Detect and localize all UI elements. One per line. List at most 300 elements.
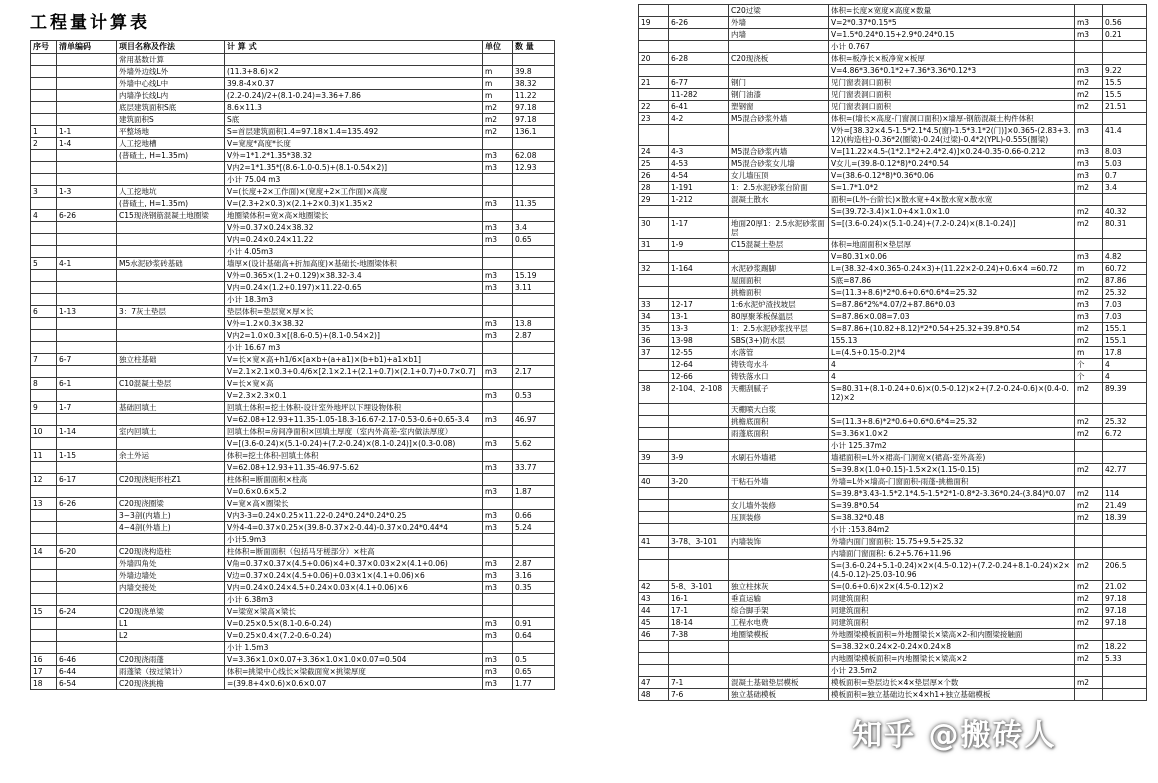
unit: m3 — [483, 365, 513, 377]
quantity: 21.02 — [1103, 581, 1147, 593]
table-row — [31, 53, 555, 65]
formula: S=[(3.6-0.24)×(5.1-0.24)+(7.2-0.24)×(8.1-0.24)] — [829, 218, 1075, 239]
unit: m3 — [483, 677, 513, 689]
quantity: 7.03 — [1103, 299, 1147, 311]
table-row — [639, 560, 1147, 581]
list-code: 1-191 — [669, 182, 729, 194]
item-name: 余土外运 — [117, 449, 225, 461]
list-code — [57, 593, 117, 605]
unit: m2 — [1075, 512, 1103, 524]
row-no — [31, 389, 57, 401]
list-code: 6-77 — [669, 77, 729, 89]
list-code — [57, 269, 117, 281]
row-no: 24 — [639, 146, 669, 158]
list-code — [57, 521, 117, 533]
table-row — [639, 41, 1147, 53]
unit: m3 — [1075, 65, 1103, 77]
row-no: 41 — [639, 536, 669, 548]
item-name: 塑钢窗 — [729, 101, 829, 113]
quantity: 4 — [1103, 359, 1147, 371]
unit — [483, 425, 513, 437]
item-name — [117, 317, 225, 329]
table-row — [31, 461, 555, 473]
item-name: 3~3剖(内墙上) — [117, 509, 225, 521]
table-row — [639, 452, 1147, 464]
table-row — [639, 146, 1147, 158]
row-no — [639, 665, 669, 677]
formula: V=梁宽×梁高×梁长 — [225, 605, 483, 617]
table-row — [639, 275, 1147, 287]
row-no: 46 — [639, 629, 669, 641]
list-code — [57, 281, 117, 293]
table-body-left — [31, 53, 555, 689]
quantity: 1.77 — [513, 677, 555, 689]
item-name: 女儿墙压顶 — [729, 170, 829, 182]
unit: m2 — [483, 101, 513, 113]
table-row — [31, 377, 555, 389]
table-row — [31, 509, 555, 521]
table-row — [31, 65, 555, 77]
unit: m2 — [1075, 323, 1103, 335]
list-code — [57, 509, 117, 521]
table-row — [31, 653, 555, 665]
item-name: 常用基数计算 — [117, 53, 225, 65]
formula: V内=0.24×0.24×11.22 — [225, 233, 483, 245]
unit: m3 — [483, 485, 513, 497]
quantity: 13.8 — [513, 317, 555, 329]
unit: m3 — [1075, 311, 1103, 323]
row-no — [31, 629, 57, 641]
list-code: 4-54 — [669, 170, 729, 182]
formula: V=1.5*0.24*0.15+2.9*0.24*0.15 — [829, 29, 1075, 41]
col-header-quantity: 数 量 — [513, 41, 555, 54]
unit: m3 — [483, 461, 513, 473]
list-code — [669, 287, 729, 299]
list-code — [669, 524, 729, 536]
quantity — [1103, 194, 1147, 206]
item-name: 挑檐面积 — [729, 287, 829, 299]
table-row — [31, 197, 555, 209]
unit: m2 — [1075, 206, 1103, 218]
formula: V=62.08+12.93+11.35-46.97-5.62 — [225, 461, 483, 473]
item-name: 干粘石外墙 — [729, 476, 829, 488]
unit: m2 — [1075, 182, 1103, 194]
row-no: 14 — [31, 545, 57, 557]
row-no — [639, 206, 669, 218]
row-no: 10 — [31, 425, 57, 437]
table-row — [31, 497, 555, 509]
table-row — [31, 281, 555, 293]
item-name: C20现浇单梁 — [117, 605, 225, 617]
unit: 个 — [1075, 371, 1103, 383]
row-no: 7 — [31, 353, 57, 365]
row-no — [639, 275, 669, 287]
row-no — [31, 89, 57, 101]
list-code — [57, 77, 117, 89]
list-code: 7-6 — [669, 689, 729, 701]
quantity — [513, 473, 555, 485]
row-no — [31, 77, 57, 89]
unit — [1075, 524, 1103, 536]
quantity: 15.5 — [1103, 89, 1147, 101]
row-no: 44 — [639, 605, 669, 617]
item-name — [117, 173, 225, 185]
quantity — [1103, 476, 1147, 488]
unit — [1075, 536, 1103, 548]
quantity — [513, 173, 555, 185]
table-row — [31, 257, 555, 269]
formula: 体积=挑梁中心线长×梁截面宽×挑梁厚度 — [225, 665, 483, 677]
formula: 8.6×11.3 — [225, 101, 483, 113]
quantity-table-left-page — [30, 40, 555, 690]
row-no — [31, 413, 57, 425]
item-name: C20现浇雨蓬 — [117, 653, 225, 665]
table-row — [31, 569, 555, 581]
quantity: 15.5 — [1103, 77, 1147, 89]
row-no — [639, 428, 669, 440]
formula: S=39.8×(1.0+0.15)-1.5×2×(1.15-0.15) — [829, 464, 1075, 476]
formula: V=2.1×2.1×0.3+0.4/6×[2.1×2.1+(2.1+0.7)×(2.1+0.7)+0.7×0.7] — [225, 365, 483, 377]
table-row — [639, 512, 1147, 524]
list-code — [57, 617, 117, 629]
table-row — [639, 500, 1147, 512]
unit: m3 — [1075, 125, 1103, 146]
quantity — [1103, 41, 1147, 53]
table-row — [639, 536, 1147, 548]
table-row — [31, 245, 555, 257]
item-name: 钢门 — [729, 77, 829, 89]
quantity: 9.22 — [1103, 65, 1147, 77]
unit: m2 — [1075, 218, 1103, 239]
formula: S=87.86*2%*4.07/2+87.86*0.03 — [829, 299, 1075, 311]
table-row — [639, 641, 1147, 653]
unit: m3 — [483, 557, 513, 569]
item-name: 建筑面积S — [117, 113, 225, 125]
table-row — [639, 323, 1147, 335]
row-no — [639, 464, 669, 476]
row-no: 11 — [31, 449, 57, 461]
table-row — [31, 185, 555, 197]
quantity — [513, 305, 555, 317]
formula: 小计 16.67 m3 — [225, 341, 483, 353]
unit: m3 — [1075, 158, 1103, 170]
list-code — [57, 89, 117, 101]
item-name: 4~4剖(外墙上) — [117, 521, 225, 533]
formula: 见门窗表洞口面积 — [829, 77, 1075, 89]
formula: V女儿=(39.8-0.12*8)*0.24*0.54 — [829, 158, 1075, 170]
table-row — [31, 173, 555, 185]
row-no — [639, 251, 669, 263]
row-no — [31, 293, 57, 305]
quantity-table-right-page — [638, 4, 1147, 701]
row-no — [639, 416, 669, 428]
formula: 小计 :153.84m2 — [829, 524, 1075, 536]
unit — [1075, 689, 1103, 701]
col-header-formula: 计 算 式 — [225, 41, 483, 54]
formula: V外=[38.32×4.5-1.5*2.1*4.5(窗)-1.5*3.1*2(门)]×0.365-(2.83+3.12)(构造柱)-0.36*2(圈梁)-0.24(过梁)-0.4*2(YPL)-0.555(圈梁) — [829, 125, 1075, 146]
formula: V=宽×高×圈梁长 — [225, 497, 483, 509]
item-name: 雨蓬底面积 — [729, 428, 829, 440]
row-no: 35 — [639, 323, 669, 335]
table-row — [639, 5, 1147, 17]
formula: 小计 75.04 m3 — [225, 173, 483, 185]
item-name: 地面20厚1：2.5水泥砂浆面层 — [729, 218, 829, 239]
formula: 小计 6.38m3 — [225, 593, 483, 605]
table-row — [31, 641, 555, 653]
item-name: M5混合砂浆女儿墙 — [729, 158, 829, 170]
item-name: C20过梁 — [729, 5, 829, 17]
quantity: 60.72 — [1103, 263, 1147, 275]
quantity — [1103, 5, 1147, 17]
quantity — [513, 497, 555, 509]
formula: V=(2.3+2×0.3)×(2.1+2×0.3)×1.35×2 — [225, 197, 483, 209]
table-row — [639, 125, 1147, 146]
item-name: 工程水电费 — [729, 617, 829, 629]
list-code — [57, 533, 117, 545]
quantity — [1103, 629, 1147, 641]
row-no — [31, 53, 57, 65]
quantity: 97.18 — [1103, 605, 1147, 617]
quantity: 5.24 — [513, 521, 555, 533]
formula: V=4.86*3.36*0.1*2+7.36*3.36*0.12*3 — [829, 65, 1075, 77]
formula: V=0.25×0.5×(8.1-0.6-0.24) — [225, 617, 483, 629]
table-row — [639, 158, 1147, 170]
formula: 回填土体积=房间净面积×回填土厚度（室内外高差-室内做法厚度） — [225, 425, 483, 437]
row-no — [31, 269, 57, 281]
unit: m2 — [1075, 593, 1103, 605]
item-name: 内墙交接处 — [117, 581, 225, 593]
formula: 外墙=L外×墙高-门窗面积-雨蓬-挑檐面积 — [829, 476, 1075, 488]
table-row — [31, 473, 555, 485]
row-no: 6 — [31, 305, 57, 317]
quantity: 12.93 — [513, 161, 555, 173]
table-row — [31, 545, 555, 557]
row-no — [31, 221, 57, 233]
table-row — [639, 206, 1147, 218]
list-code: 1-15 — [57, 449, 117, 461]
table-row — [31, 353, 555, 365]
formula: V外4-4=0.37×0.25×(39.8-0.37×2-0.44)-0.37×0.24*0.44*4 — [225, 521, 483, 533]
formula: V外=0.365×(1.2+0.129)×38.32-3.4 — [225, 269, 483, 281]
unit — [483, 185, 513, 197]
item-name: L2 — [117, 629, 225, 641]
unit — [483, 209, 513, 221]
table-row — [639, 113, 1147, 125]
row-no — [31, 341, 57, 353]
unit: m3 — [483, 569, 513, 581]
item-name: 天棚喷大白浆 — [729, 404, 829, 416]
quantity — [1103, 440, 1147, 452]
unit: m — [1075, 347, 1103, 359]
formula: S底 — [225, 113, 483, 125]
quantity — [513, 641, 555, 653]
formula: V=2*0.37*0.15*5 — [829, 17, 1075, 29]
item-name: 内墙 — [729, 29, 829, 41]
quantity: 0.21 — [1103, 29, 1147, 41]
formula: V内=0.24×0.24×4.5+0.24×0.03×(4.1+0.06)×6 — [225, 581, 483, 593]
item-name: 人工挖地坑 — [117, 185, 225, 197]
row-no — [31, 101, 57, 113]
quantity — [1103, 536, 1147, 548]
quantity: 5.03 — [1103, 158, 1147, 170]
quantity: 42.77 — [1103, 464, 1147, 476]
item-name — [117, 293, 225, 305]
table-row — [639, 335, 1147, 347]
formula: V外=0.37×0.24×38.32 — [225, 221, 483, 233]
formula: V=0.25×0.4×(7.2-0.6-0.24) — [225, 629, 483, 641]
row-no: 37 — [639, 347, 669, 359]
unit: m3 — [483, 329, 513, 341]
table-header-row — [31, 41, 555, 54]
row-no — [31, 437, 57, 449]
item-name — [117, 161, 225, 173]
list-code — [669, 41, 729, 53]
list-code — [57, 173, 117, 185]
unit: m3 — [483, 233, 513, 245]
quantity: 25.32 — [1103, 416, 1147, 428]
list-code: 3-9 — [669, 452, 729, 464]
quantity — [513, 185, 555, 197]
quantity — [513, 425, 555, 437]
row-no — [31, 113, 57, 125]
list-code — [669, 440, 729, 452]
list-code: 2-104、2-108 — [669, 383, 729, 404]
formula: 同建筑面积 — [829, 593, 1075, 605]
table-row — [31, 341, 555, 353]
list-code: 1-164 — [669, 263, 729, 275]
quantity: 206.5 — [1103, 560, 1147, 581]
row-no — [31, 641, 57, 653]
table-row — [639, 689, 1147, 701]
unit: m — [483, 65, 513, 77]
formula: V=长×宽×高+h1/6×[a×b+(a+a1)×(b+b1)+a1×b1] — [225, 353, 483, 365]
item-name: C20现浇构造柱 — [117, 545, 225, 557]
table-row — [31, 617, 555, 629]
formula: 柱体积=断面面积×柱高 — [225, 473, 483, 485]
unit: m3 — [1075, 170, 1103, 182]
unit — [483, 305, 513, 317]
table-row — [639, 182, 1147, 194]
table-row — [31, 113, 555, 125]
table-row — [31, 557, 555, 569]
unit: m3 — [483, 521, 513, 533]
item-name: 压顶装修 — [729, 512, 829, 524]
row-no: 21 — [639, 77, 669, 89]
unit — [1075, 440, 1103, 452]
quantity: 0.5 — [513, 653, 555, 665]
formula: 小计 0.767 — [829, 41, 1075, 53]
row-no: 15 — [31, 605, 57, 617]
list-code: 3-20 — [669, 476, 729, 488]
quantity: 0.91 — [513, 617, 555, 629]
row-no — [639, 440, 669, 452]
row-no — [639, 359, 669, 371]
unit: m3 — [1075, 17, 1103, 29]
formula: 墙厚×(设计基础高+折加高度)×基础长-地圈梁体积 — [225, 257, 483, 269]
row-no: 45 — [639, 617, 669, 629]
list-code — [57, 161, 117, 173]
formula: 外墙内面门窗面积: 15.75+9.5+25.32 — [829, 536, 1075, 548]
unit: m2 — [1075, 653, 1103, 665]
table-row — [31, 161, 555, 173]
row-no: 5 — [31, 257, 57, 269]
table-row — [639, 263, 1147, 275]
formula: V=长×宽×高 — [225, 377, 483, 389]
row-no — [31, 521, 57, 533]
row-no: 29 — [639, 194, 669, 206]
item-name — [117, 413, 225, 425]
row-no — [639, 500, 669, 512]
quantity: 0.66 — [513, 509, 555, 521]
quantity — [513, 341, 555, 353]
formula: 体积=地面面积×垫层厚 — [829, 239, 1075, 251]
item-name: 挑檐底面积 — [729, 416, 829, 428]
formula: V=(38.6-0.12*8)*0.36*0.06 — [829, 170, 1075, 182]
table-row — [639, 653, 1147, 665]
row-no: 38 — [639, 383, 669, 404]
table-row — [639, 359, 1147, 371]
unit — [483, 293, 513, 305]
list-code — [57, 569, 117, 581]
list-code — [57, 341, 117, 353]
quantity: 38.32 — [513, 77, 555, 89]
quantity: 2.87 — [513, 329, 555, 341]
quantity — [513, 353, 555, 365]
list-code — [669, 560, 729, 581]
item-name: 水刷石外墙裙 — [729, 452, 829, 464]
unit: m3 — [1075, 251, 1103, 263]
row-no: 36 — [639, 335, 669, 347]
unit — [483, 605, 513, 617]
item-name: 屋面面积 — [729, 275, 829, 287]
page-title: 工程量计算表 — [30, 13, 150, 33]
table-row — [639, 629, 1147, 641]
row-no: 2 — [31, 137, 57, 149]
unit — [483, 341, 513, 353]
row-no — [639, 524, 669, 536]
unit: m3 — [483, 161, 513, 173]
list-code: 1-14 — [57, 425, 117, 437]
item-name: 外墙边墙处 — [117, 569, 225, 581]
quantity: 18.39 — [1103, 512, 1147, 524]
unit — [1075, 452, 1103, 464]
quantity — [513, 53, 555, 65]
list-code — [57, 581, 117, 593]
item-name: 雨蓬梁（按过梁计） — [117, 665, 225, 677]
row-no — [639, 512, 669, 524]
row-no — [639, 5, 669, 17]
quantity: 0.7 — [1103, 170, 1147, 182]
quantity: 97.18 — [1103, 593, 1147, 605]
quantity: 18.22 — [1103, 641, 1147, 653]
table-row — [31, 101, 555, 113]
quantity — [1103, 239, 1147, 251]
table-row — [639, 251, 1147, 263]
formula: 见门窗表洞口面积 — [829, 89, 1075, 101]
quantity: 8.03 — [1103, 146, 1147, 158]
item-name: 钢门油漆 — [729, 89, 829, 101]
table-row — [639, 311, 1147, 323]
list-code: 6-28 — [669, 53, 729, 65]
table-row — [639, 665, 1147, 677]
quantity — [1103, 677, 1147, 689]
unit: m3 — [483, 581, 513, 593]
quantity: 46.97 — [513, 413, 555, 425]
formula: 地圈梁体积=宽×高×地圈梁长 — [225, 209, 483, 221]
unit — [1075, 194, 1103, 206]
row-no: 4 — [31, 209, 57, 221]
list-code: 13-98 — [669, 335, 729, 347]
